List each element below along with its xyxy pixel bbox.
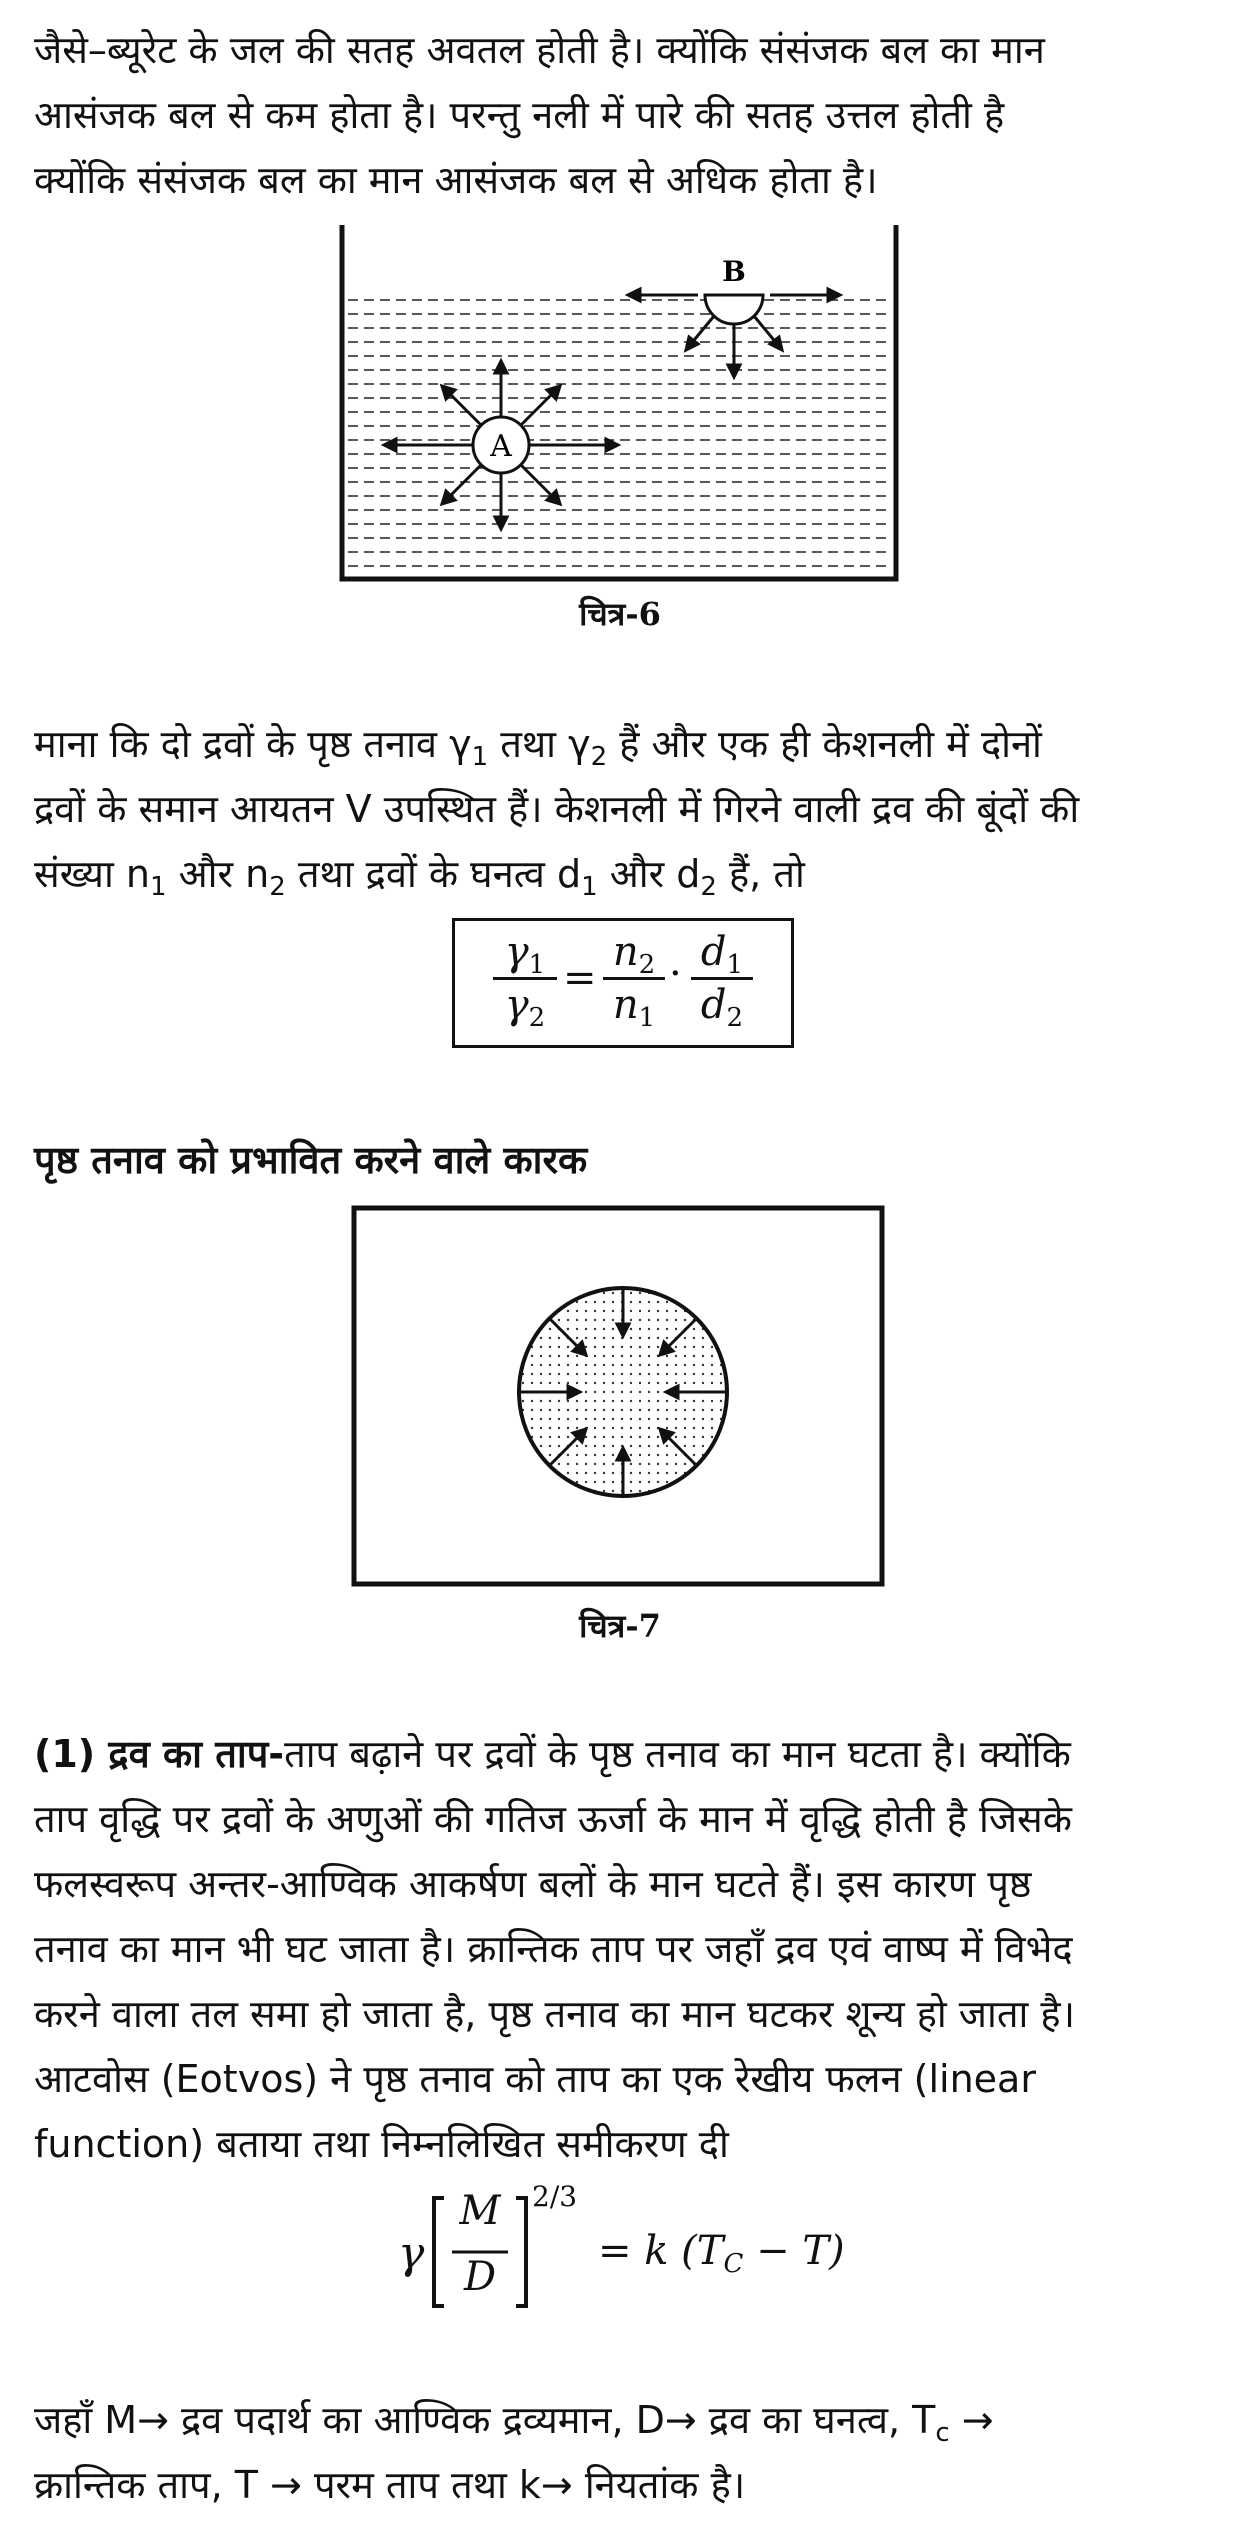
gamma-1-symbol: γ bbox=[504, 929, 529, 975]
surface-tension-ratio-formula bbox=[452, 918, 794, 1048]
figure-7-caption: चित्र-7 bbox=[579, 1607, 661, 1645]
d-1-sub: 1 bbox=[726, 950, 744, 980]
ratio-text-8: हैं, तो bbox=[716, 852, 805, 896]
intro-line-3: क्योंकि संसंजक बल का मान आसंजक बल से अधिक होता है। bbox=[34, 158, 878, 202]
d-1-symbol: d bbox=[700, 929, 727, 975]
particle-a-label: A bbox=[490, 429, 512, 464]
ratio-text-5: और n bbox=[166, 852, 270, 896]
density-symbol: D bbox=[463, 2254, 497, 2300]
ratio-text-2: तथा γ bbox=[488, 722, 591, 766]
gamma-2-sub: 2 bbox=[528, 1003, 546, 1033]
ratio-sub-4: 2 bbox=[269, 872, 286, 902]
intro-line-2: आसंजक बल से कम होता है। परन्तु नली में पारे की सतह उत्तल होती है bbox=[34, 93, 1005, 137]
temperature-line-7: function) बताया तथा निम्नलिखित समीकरण दी bbox=[34, 2122, 729, 2166]
exponent: 2/3 bbox=[532, 2180, 578, 2213]
ratio-line-2: द्रवों के समान आयतन V उपस्थित हैं। केशनली में गिरने वाली द्रव की बूंदों की bbox=[34, 787, 1080, 831]
d-2-symbol: d bbox=[700, 982, 727, 1028]
particle-b-label: B bbox=[722, 255, 746, 288]
ratio-text-6: तथा द्रवों के घनत्व d bbox=[285, 852, 582, 896]
ratio-text-3: हैं और एक ही केशनली में दोनों bbox=[607, 722, 1042, 766]
temperature-line-5: करने वाला तल समा हो जाता है, पृष्ठ तनाव का मान घटकर शून्य हो जाता है। bbox=[34, 1992, 1076, 2036]
figure-6-surface-tension-diagram bbox=[330, 215, 910, 645]
n-1-symbol: n bbox=[612, 982, 639, 1028]
symbols-line-2: क्रान्तिक ताप, T → परम ताप तथा k→ नियतांक है। bbox=[34, 2463, 746, 2507]
temperature-line-3: फलस्वरूप अन्तर-आण्विक आकर्षण बलों के मान घटते हैं। इस कारण पृष्ठ bbox=[34, 1862, 1032, 1906]
n-1-sub: 1 bbox=[638, 1003, 656, 1033]
gamma-1-sub: 1 bbox=[528, 950, 546, 980]
eotvos-rhs bbox=[598, 2228, 845, 2279]
n-2-symbol: n bbox=[612, 929, 639, 975]
symbols-text-2: → bbox=[949, 2398, 994, 2442]
ratio-text-4: संख्या n bbox=[34, 852, 150, 896]
figure-6-caption: चित्र-6 bbox=[579, 595, 661, 633]
symbols-line-1 bbox=[34, 2388, 1214, 2453]
temperature-line-4: तनाव का मान भी घट जाता है। क्रान्तिक ताप पर जहाँ द्रव एवं वाष्प में विभेद bbox=[34, 1927, 1073, 1971]
ratio-sub-6: 2 bbox=[700, 872, 717, 902]
ratio-sub-2: 2 bbox=[590, 742, 608, 772]
n-fraction bbox=[603, 929, 665, 1033]
temperature-paragraph bbox=[34, 1722, 1214, 2177]
rhs-tail: − T) bbox=[743, 2228, 845, 2274]
rhs-text: = k (T bbox=[598, 2228, 724, 2274]
temperature-subheading: (1) द्रव का ताप- bbox=[34, 1732, 285, 1776]
temperature-line-1 bbox=[34, 1722, 1214, 1787]
gamma-2-symbol: γ bbox=[504, 982, 529, 1028]
temperature-line-1-text: ताप बढ़ाने पर द्रवों के पृष्ठ तनाव का मान घटता है। क्योंकि bbox=[284, 1732, 1071, 1776]
ratio-sub-1: 1 bbox=[471, 742, 489, 772]
d-fraction bbox=[691, 929, 753, 1033]
ratio-sub-5: 1 bbox=[581, 872, 598, 902]
ratio-paragraph bbox=[34, 712, 1214, 907]
eotvos-formula bbox=[390, 2180, 870, 2320]
ratio-line-3 bbox=[34, 842, 1214, 907]
symbols-sub-c: c bbox=[935, 2418, 950, 2448]
molar-mass-symbol: M bbox=[459, 2188, 501, 2234]
symbols-text-1: जहाँ M→ द्रव पदार्थ का आण्विक द्रव्यमान, D→ द्रव का घनत्व, T bbox=[34, 2398, 936, 2442]
ratio-line-1 bbox=[34, 712, 1214, 777]
ratio-sub-3: 1 bbox=[149, 872, 167, 902]
temperature-line-2: ताप वृद्धि पर द्रवों के अणुओं की गतिज ऊर्जा के मान में वृद्धि होती है जिसके bbox=[34, 1797, 1072, 1841]
gamma-fraction bbox=[493, 929, 557, 1033]
intro-paragraph bbox=[34, 18, 1214, 213]
d-2-sub: 2 bbox=[726, 1003, 744, 1033]
temperature-line-6: आटवोस (Eotvos) ने पृष्ठ तनाव को ताप का एक रेखीय फलन (linear bbox=[34, 2057, 1036, 2101]
section-heading: पृष्ठ तनाव को प्रभावित करने वाले कारक bbox=[34, 1138, 588, 1182]
ratio-text-1: माना कि दो द्रवों के पृष्ठ तनाव γ bbox=[34, 722, 472, 766]
equals-sign: = bbox=[563, 955, 597, 1001]
intro-line-1: जैसे–ब्यूरेट के जल की सतह अवतल होती है। क्योंकि संसंजक बल का मान bbox=[34, 28, 1045, 72]
gamma-symbol: γ bbox=[398, 2228, 425, 2279]
ratio-text-7: और d bbox=[597, 852, 701, 896]
critical-sub: C bbox=[723, 2249, 744, 2279]
n-2-sub: 2 bbox=[638, 950, 656, 980]
figure-7-droplet-diagram bbox=[340, 1200, 900, 1600]
dot-operator: · bbox=[669, 951, 682, 997]
symbols-paragraph bbox=[34, 2388, 1214, 2518]
